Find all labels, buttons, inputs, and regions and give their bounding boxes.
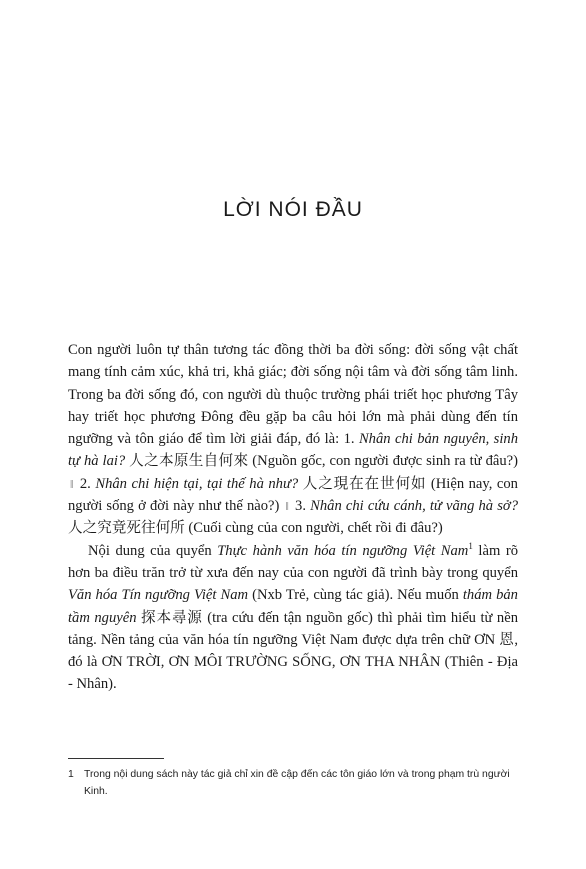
phrase-han: 探本尋源	[136, 609, 208, 626]
paragraph-2	[68, 540, 518, 696]
paragraph-1	[68, 339, 518, 540]
book-title-1: Thực hành văn hóa tín ngưỡng Việt Nam	[217, 542, 469, 559]
p2-text-3: (Nxb Trẻ, cùng tác giả). Nếu muốn	[248, 587, 463, 604]
question-1-gloss: (Nguồn gốc, con người được sinh ra từ đâu?)	[252, 453, 518, 470]
number-3: 3.	[290, 498, 311, 515]
body-text	[68, 339, 518, 696]
question-1-vietnamese: Nhân chi bản nguyên, sinh tự hà lai?	[68, 431, 518, 470]
p2-text-4: (tra cứu đến tận nguồn gốc) thì phải tìm hiểu từ nền tảng. Nền tảng của văn hóa tín ngưỡng Việt Nam được dựa trên chữ ƠN 恩, đó là ƠN TRỜI, ƠN MÔI TRƯỜNG SỐNG, ƠN THA NHÂN (Thiên - Địa - Nhân).	[68, 609, 518, 693]
footnote	[68, 766, 520, 800]
question-2-han: 人之現在在世何如	[298, 475, 431, 492]
footnote-number: 1	[68, 769, 74, 780]
question-3-vietnamese: Nhân chi cứu cánh, tử vãng hà sở?	[310, 498, 519, 515]
p1-intro: Con người luôn tự thân tương tác đồng thời ba đời sống: đời sống vật chất mang tính cảm xúc, khả tri, khả giác; đời sống nội tâm và đời sống tâm linh. Trong ba đời sống đó, con người dù thuộc trường phái triết học phương Tây hay triết học phương Đông đều gặp ba câu hỏi lớn mà phải dùng đến tín ngưỡng và tôn giáo để tìm lời giải đáp, đó là: 1.	[68, 342, 518, 448]
p2-text-2: làm rõ hơn ba điều trăn trở từ xưa đến nay của con người đã trình bày trong quyển	[68, 542, 518, 581]
separator: ‖	[285, 499, 289, 514]
question-2-vietnamese: Nhân chi hiện tại, tại thế hà như?	[95, 475, 299, 492]
footnote-divider	[68, 758, 164, 759]
footnote-marker: 1	[468, 540, 473, 551]
question-3-gloss: (Cuối cùng của con người, chết rồi đi đâu?)	[188, 520, 443, 537]
number-2: 2.	[75, 475, 96, 492]
chapter-title: LỜI NÓI ĐẦU	[223, 198, 363, 221]
book-title-2: Văn hóa Tín ngưỡng Việt Nam	[68, 587, 249, 604]
phrase-tham-ban: thám bản tầm nguyên	[68, 587, 518, 626]
p2-intro: Nội dung của quyển	[88, 542, 218, 559]
footnote-text: Trong nội dung sách này tác giả chỉ xin đề cập đến các tôn giáo lớn và trong phạm trù người Kinh.	[84, 769, 510, 797]
question-2-gloss: (Hiện nay, con người sống ở đời này như thế nào?)	[68, 475, 518, 515]
question-1-han: 人之本原生自何來	[125, 453, 253, 470]
separator: ‖	[70, 476, 74, 491]
question-3-han: 人之究竟死往何所	[68, 520, 189, 537]
